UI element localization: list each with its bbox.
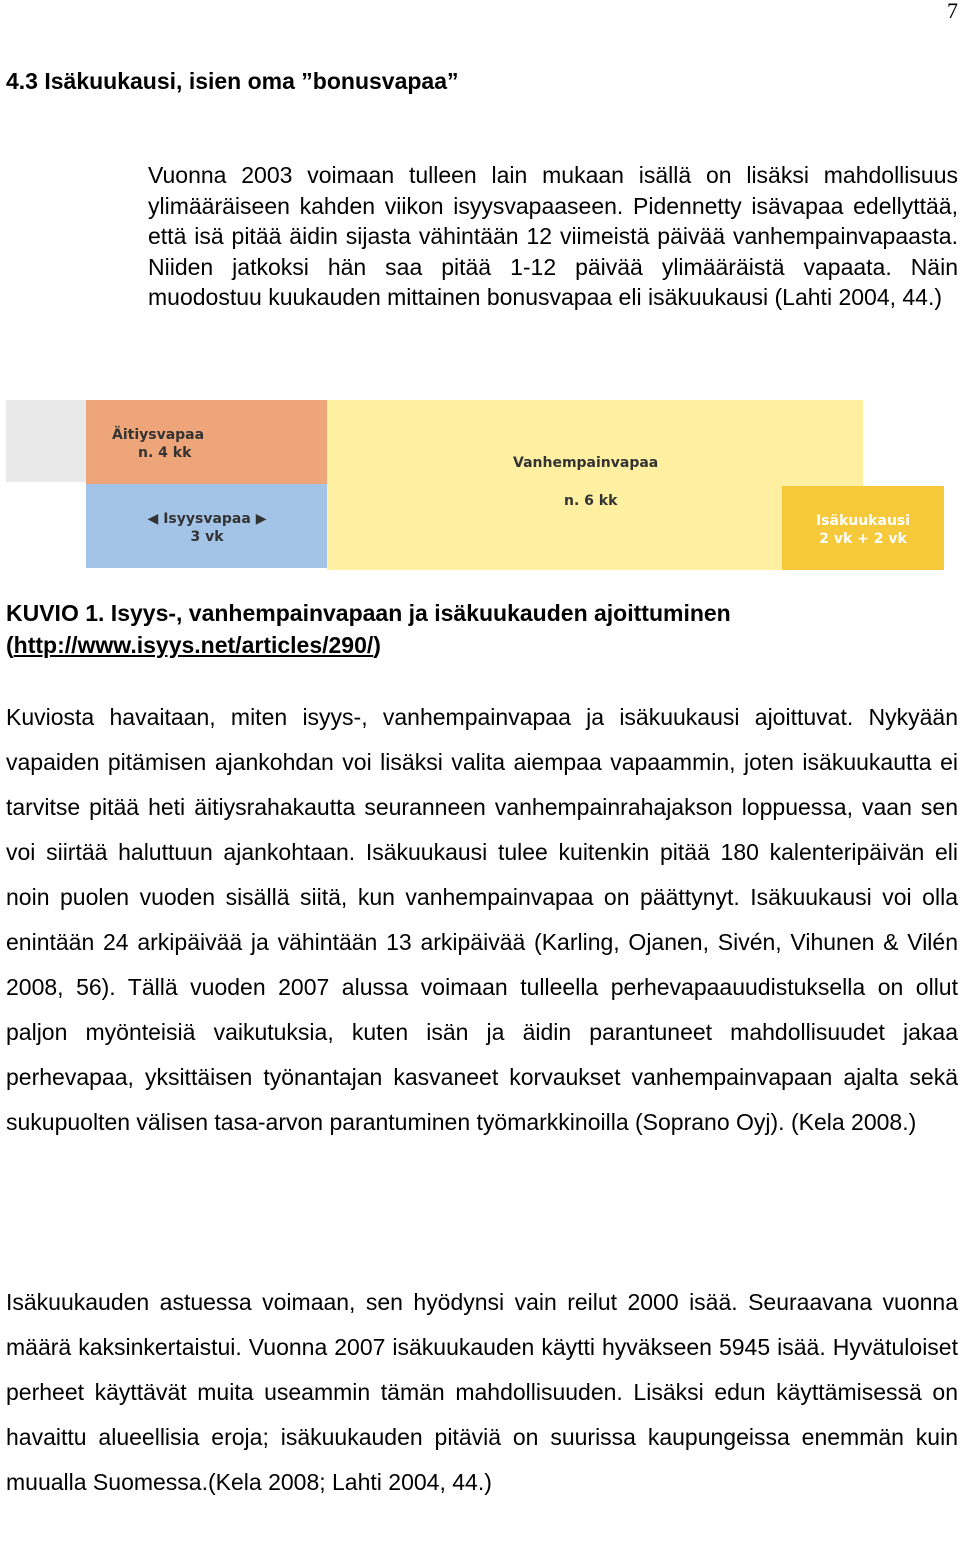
- isakuukausi-title: Isäkuukausi: [815, 513, 911, 529]
- figure-caption: [6, 597, 956, 661]
- caption-text: KUVIO 1. Isyys-, vanhempainvapaan ja isäkuukauden ajoittuminen (: [6, 600, 731, 658]
- aitiysvapaa-title: Äitiysvapaa: [112, 427, 205, 443]
- body-paragraph-2: [6, 695, 958, 1145]
- figure-left-strip-lower: [6, 482, 86, 570]
- isyysvapaa-label-row: [112, 510, 302, 528]
- isyysvapaa-duration: 3 vk: [190, 529, 224, 545]
- figure-left-strip: [6, 400, 86, 482]
- arrow-left-icon: ◀: [147, 511, 159, 527]
- caption-link[interactable]: http://www.isyys.net/articles/290/: [13, 632, 374, 658]
- arrow-right-icon: ▶: [255, 511, 267, 527]
- isakuukausi-duration: 2 vk + 2 vk: [819, 531, 907, 547]
- leave-timeline-figure: [6, 400, 944, 570]
- vanhempainvapaa-duration: n. 6 kk: [564, 493, 618, 509]
- page-number: 7: [947, 0, 958, 23]
- body-paragraph-3: [6, 1280, 958, 1505]
- aitiysvapaa-duration: n. 4 kk: [138, 445, 192, 461]
- paragraph-3-text: Isäkuukauden astuessa voimaan, sen hyödynsi vain reilut 2000 isää. Seuraavana vuonna määrä kaksinkertaistui. Vuonna 2007 isäkuukauden käytti hyväkseen 5945 isää. Hyvätuloiset perheet käyttävät muita useammin tämän mahdollisuuden. Lisäksi edun käyttämisessä on havaittu alueellisia eroja; isäkuukauden pitäviä on suurissa kaupungeissa enemmän kuin muualla Suomessa.(Kela 2008; Lahti 2004, 44.): [6, 1289, 958, 1495]
- isyysvapaa-title: Isyysvapaa: [163, 511, 251, 527]
- isakuukausi-block: [782, 486, 944, 570]
- paragraph-2-text: Kuviosta havaitaan, miten isyys-, vanhempainvapaa ja isäkuukausi ajoittuvat. Nykyään vapaiden pitämisen ajankohdan voi lisäksi valita aiempaa vapaammin, joten isäkuukautta ei tarvitse pitää heti äitiysrahakautta seuranneen vanhempainrahajakson loppuessa, vaan sen voi siirtää haluttuun ajankohtaan. Isäkuukausi tulee kuitenkin pitää 180 kalenteripäivän eli noin puolen vuoden sisällä siitä, kun vanhempainvapaa on päättynyt. Isäkuukausi voi olla enintään 24 arkipäivää ja vähintään 13 arkipäivää (Karling, Ojanen, Sivén, Vihunen & Vilén 2008, 56). Tällä vuoden 2007 alussa voimaan tulleella perhevapaauudistuksella on ollut paljon myönteisiä vaikutuksia, kuten isän ja äidin parantuneet mahdollisuudet jakaa perhevapaa, yksittäisen työnantajan kasvaneet korvaukset vanhempainvapaan ajalta sekä sukupuolten välisen tasa-arvon parantuminen työmarkkinoilla (Soprano Oyj). (Kela 2008.): [6, 704, 958, 1135]
- isyysvapaa-block: [86, 484, 327, 568]
- aitiysvapaa-block: [86, 400, 327, 484]
- intro-paragraph: [148, 160, 958, 313]
- intro-text: Vuonna 2003 voimaan tulleen lain mukaan isällä on lisäksi mahdollisuus ylimääräiseen kahden viikon isyysvapaaseen. Pidennetty isävapaa edellyttää, että isä pitää äidin sijasta vähintään 12 viimeistä päivää vanhempainvapaasta. Niiden jatkoksi hän saa pitää 1-12 päivää ylimääräistä vapaata. Näin muodostuu kuukauden mittainen bonusvapaa eli isäkuukausi (Lahti 2004, 44.): [148, 162, 958, 310]
- vanhempainvapaa-title: Vanhempainvapaa: [513, 455, 659, 471]
- caption-close: ): [373, 632, 381, 658]
- section-heading: 4.3 Isäkuukausi, isien oma ”bonusvapaa”: [6, 68, 459, 94]
